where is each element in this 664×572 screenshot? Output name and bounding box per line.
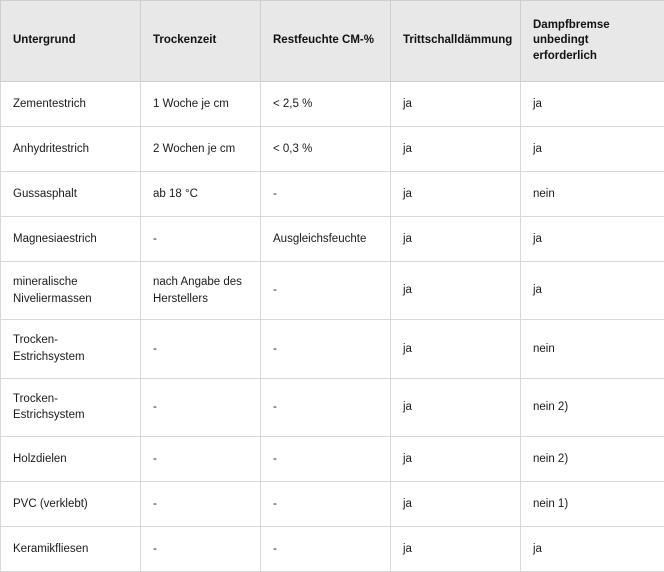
cell-trittschall: ja — [391, 437, 521, 482]
cell-restfeuchte: - — [261, 437, 391, 482]
cell-restfeuchte: - — [261, 320, 391, 378]
cell-untergrund: Zementestrich — [1, 82, 141, 127]
cell-dampfbremse: nein — [521, 172, 664, 217]
cell-trockenzeit: - — [141, 527, 261, 572]
table-row — [1, 217, 664, 262]
cell-trittschall: ja — [391, 127, 521, 172]
cell-trockenzeit: - — [141, 217, 261, 262]
cell-dampfbremse: nein — [521, 320, 664, 378]
table-row — [1, 527, 664, 572]
cell-dampfbremse: nein 2) — [521, 437, 664, 482]
column-header-dampfbremse: Dampfbremse unbedingt erforderlich — [521, 1, 664, 82]
cell-restfeuchte: - — [261, 527, 391, 572]
cell-trittschall: ja — [391, 172, 521, 217]
table-row — [1, 172, 664, 217]
cell-trittschall: ja — [391, 82, 521, 127]
cell-dampfbremse: ja — [521, 262, 664, 320]
cell-trockenzeit: 1 Woche je cm — [141, 82, 261, 127]
cell-trittschall: ja — [391, 527, 521, 572]
cell-restfeuchte: < 2,5 % — [261, 82, 391, 127]
cell-trockenzeit: nach Angabe des Herstellers — [141, 262, 261, 320]
table-row — [1, 262, 664, 320]
cell-dampfbremse: ja — [521, 527, 664, 572]
table-header-row — [1, 1, 664, 82]
column-header-restfeuchte: Restfeuchte CM-% — [261, 1, 391, 82]
cell-restfeuchte: < 0,3 % — [261, 127, 391, 172]
cell-untergrund: Anhydritestrich — [1, 127, 141, 172]
table-header — [1, 1, 664, 82]
cell-restfeuchte: - — [261, 172, 391, 217]
column-header-trittschalldaemmung: Trittschalldämmung — [391, 1, 521, 82]
column-header-untergrund: Untergrund — [1, 1, 141, 82]
cell-untergrund: Trocken-Estrichsystem — [1, 378, 141, 436]
cell-untergrund: Gussasphalt — [1, 172, 141, 217]
table-row — [1, 482, 664, 527]
cell-trittschall: ja — [391, 262, 521, 320]
cell-dampfbremse: ja — [521, 217, 664, 262]
cell-trockenzeit: - — [141, 378, 261, 436]
cell-dampfbremse: ja — [521, 82, 664, 127]
cell-untergrund: Keramikfliesen — [1, 527, 141, 572]
cell-dampfbremse: ja — [521, 127, 664, 172]
cell-trittschall: ja — [391, 482, 521, 527]
cell-trittschall: ja — [391, 217, 521, 262]
table-row — [1, 82, 664, 127]
cell-trockenzeit: - — [141, 437, 261, 482]
table-row — [1, 320, 664, 378]
table-row — [1, 378, 664, 436]
cell-dampfbremse: nein 1) — [521, 482, 664, 527]
cell-restfeuchte: - — [261, 482, 391, 527]
cell-untergrund: Trocken-Estrichsystem — [1, 320, 141, 378]
cell-untergrund: Magnesiaestrich — [1, 217, 141, 262]
cell-untergrund: mineralische Niveliermassen — [1, 262, 141, 320]
cell-untergrund: PVC (verklebt) — [1, 482, 141, 527]
cell-trockenzeit: ab 18 °C — [141, 172, 261, 217]
column-header-trockenzeit: Trockenzeit — [141, 1, 261, 82]
cell-trittschall: ja — [391, 378, 521, 436]
table-row — [1, 127, 664, 172]
cell-trockenzeit: - — [141, 320, 261, 378]
table-row — [1, 437, 664, 482]
cell-trockenzeit: 2 Wochen je cm — [141, 127, 261, 172]
cell-untergrund: Holzdielen — [1, 437, 141, 482]
cell-trockenzeit: - — [141, 482, 261, 527]
table-body — [1, 82, 664, 572]
cell-dampfbremse: nein 2) — [521, 378, 664, 436]
cell-restfeuchte: - — [261, 378, 391, 436]
cell-restfeuchte: Ausgleichsfeuchte — [261, 217, 391, 262]
cell-trittschall: ja — [391, 320, 521, 378]
cell-restfeuchte: - — [261, 262, 391, 320]
